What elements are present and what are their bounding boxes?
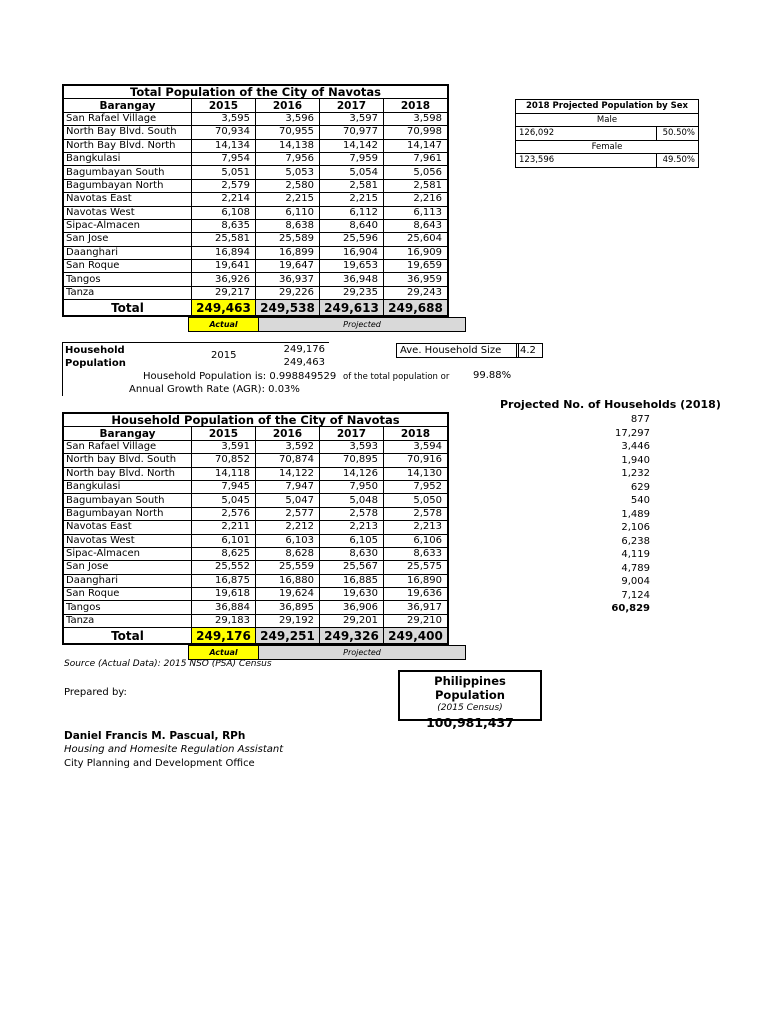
population-cell: 2,578 [320,507,384,520]
barangay-name: Navotas West [63,206,192,219]
household-count: 629 [630,481,650,493]
table-row [63,454,448,467]
barangay-name: Bangkulasi [63,480,192,493]
table-row [63,193,448,206]
projected-households-list [560,413,650,616]
population-cell: 25,559 [256,561,320,574]
population-cell: 3,591 [192,440,256,453]
barangay-name: Tangos [63,601,192,614]
philippines-value: 100,981,437 [426,715,514,730]
population-cell: 7,952 [384,480,449,493]
ratio-value: 0.998849529 [269,371,337,382]
population-cell: 7,950 [320,480,384,493]
of-total-percent: 99.88% [473,370,512,381]
population-cell: 25,567 [320,561,384,574]
table-row [63,574,448,587]
legend-actual: Actual [189,318,259,332]
population-cell: 29,243 [384,286,449,299]
table-row [63,480,448,493]
population-cell: 70,977 [320,126,384,139]
barangay-name: Daanghari [63,246,192,259]
population-cell: 29,226 [256,286,320,299]
population-cell: 14,122 [256,467,320,480]
population-cell: 70,852 [192,454,256,467]
ave-household-size-label: Ave. Household Size [396,343,519,358]
philippines-population-box [398,670,542,730]
population-cell: 6,112 [320,206,384,219]
population-cell: 5,056 [384,166,449,179]
population-cell: 2,215 [256,193,320,206]
male-label: Male [516,113,699,127]
population-cell: 3,592 [256,440,320,453]
household-total: 60,829 [611,603,650,614]
household-value-b: 249,463 [283,357,325,368]
total-row [63,628,448,645]
table-row [63,112,448,125]
population-cell: 3,593 [320,440,384,453]
barangay-name: Tanza [63,614,192,627]
column-header-2018: 2018 [384,99,449,112]
total-row [63,300,448,317]
table-row [63,534,448,547]
population-cell: 14,134 [192,139,256,152]
household-count: 540 [630,495,650,506]
population-cell: 14,138 [256,139,320,152]
barangay-name: Navotas East [63,193,192,206]
population-cell: 5,047 [256,494,320,507]
table-row [63,139,448,152]
ave-household-size-value: 4.2 [516,343,543,358]
table-row [63,588,448,601]
population-cell: 2,579 [192,179,256,192]
table-row [63,614,448,627]
table-row [63,246,448,259]
table-row [63,601,448,614]
legend-projected: Projected [259,646,466,660]
population-cell: 25,552 [192,561,256,574]
population-cell: 29,217 [192,286,256,299]
barangay-name: Tangos [63,273,192,286]
population-cell: 2,581 [320,179,384,192]
barangay-name: North bay Blvd. North [63,467,192,480]
population-cell: 70,916 [384,454,449,467]
population-cell: 2,213 [320,521,384,534]
female-count: 123,596 [516,154,657,168]
population-cell: 25,575 [384,561,449,574]
total-population-section [62,84,466,332]
column-header-2017: 2017 [320,99,384,112]
household-legend [188,645,466,660]
population-cell: 70,955 [256,126,320,139]
sex-section [515,99,699,168]
household-year: 2015 [211,350,237,361]
population-cell: 16,880 [256,574,320,587]
table-row [63,467,448,480]
household-count: 7,124 [621,589,650,601]
barangay-name: Sipac-Almacen [63,547,192,560]
population-cell: 16,890 [384,574,449,587]
total-label: Total [63,300,192,317]
barangay-name: North bay Blvd. South [63,454,192,467]
of-total-text: of the total population or [343,372,450,382]
household-count: 877 [630,414,650,425]
barangay-name: Sipac-Almacen [63,219,192,232]
household-count: 17,297 [615,427,650,439]
population-cell: 8,643 [384,219,449,232]
sex-table-title: 2018 Projected Population by Sex [516,100,699,114]
male-percent: 50.50% [657,127,699,141]
population-cell: 70,998 [384,126,449,139]
preparer-name: Daniel Francis M. Pascual, RPh [64,730,246,742]
population-cell: 2,212 [256,521,320,534]
population-cell: 6,113 [384,206,449,219]
population-cell: 3,596 [256,112,320,125]
population-cell: 29,201 [320,614,384,627]
column-header-2018: 2018 [384,427,449,440]
population-cell: 8,628 [256,547,320,560]
source-note: Source (Actual Data): 2015 NSO (PSA) Census [64,659,272,669]
population-cell: 2,576 [192,507,256,520]
population-cell: 36,906 [320,601,384,614]
population-cell: 36,959 [384,273,449,286]
table-row [63,440,448,453]
column-header-barangay: Barangay [63,427,192,440]
population-cell: 25,596 [320,233,384,246]
population-cell: 36,895 [256,601,320,614]
household-count: 1,940 [621,454,650,466]
sex-table [515,99,699,168]
population-cell: 36,884 [192,601,256,614]
barangay-name: Bangkulasi [63,152,192,165]
population-cell: 16,875 [192,574,256,587]
population-cell: 7,947 [256,480,320,493]
population-cell: 7,956 [256,152,320,165]
population-cell: 5,051 [192,166,256,179]
philippines-subtitle: (2015 Census) [437,703,503,713]
barangay-name: San Jose [63,561,192,574]
table-row [63,547,448,560]
population-cell: 5,045 [192,494,256,507]
column-header-2015: 2015 [192,99,256,112]
population-cell: 14,147 [384,139,449,152]
female-percent: 49.50% [657,154,699,168]
population-cell: 19,624 [256,588,320,601]
population-cell: 2,577 [256,507,320,520]
population-cell: 19,636 [384,588,449,601]
table-row [63,507,448,520]
population-cell: 14,130 [384,467,449,480]
barangay-name: Daanghari [63,574,192,587]
population-cell: 36,917 [384,601,449,614]
ratio-line [143,371,336,382]
population-cell: 6,101 [192,534,256,547]
total-value: 249,688 [384,300,449,317]
population-cell: 8,640 [320,219,384,232]
population-cell: 8,635 [192,219,256,232]
household-count: 6,238 [621,535,650,547]
population-cell: 8,630 [320,547,384,560]
population-cell: 3,598 [384,112,449,125]
population-cell: 7,959 [320,152,384,165]
legend-actual: Actual [189,646,259,660]
barangay-name: Navotas East [63,521,192,534]
total-value: 249,538 [256,300,320,317]
table-row [63,233,448,246]
preparer-office: City Planning and Development Office [64,758,255,769]
barangay-name: Tanza [63,286,192,299]
household-population-table [62,412,449,645]
population-cell: 7,945 [192,480,256,493]
household-value-a: 249,176 [283,344,325,355]
column-header-2015: 2015 [192,427,256,440]
population-cell: 29,235 [320,286,384,299]
total-population-table [62,84,449,317]
barangay-name: San Jose [63,233,192,246]
table-row [63,152,448,165]
total-value: 249,251 [256,628,320,645]
population-cell: 16,894 [192,246,256,259]
total-value: 249,326 [320,628,384,645]
legend-projected: Projected [259,318,466,332]
population-cell: 36,948 [320,273,384,286]
agr-label: Annual Growth Rate (AGR): [129,384,265,395]
population-cell: 29,210 [384,614,449,627]
population-cell: 19,641 [192,260,256,273]
table-row [63,166,448,179]
total-legend [188,317,466,332]
barangay-name: North Bay Blvd. North [63,139,192,152]
population-cell: 7,954 [192,152,256,165]
population-cell: 19,618 [192,588,256,601]
household-count: 9,004 [621,576,650,587]
population-cell: 14,126 [320,467,384,480]
household-count: 3,446 [621,441,650,452]
household-count: 1,232 [621,468,650,479]
agr-value: 0.03% [268,384,300,395]
barangay-name: Bagumbayan South [63,494,192,507]
population-cell: 25,581 [192,233,256,246]
barangay-name: Bagumbayan North [63,179,192,192]
population-cell: 16,885 [320,574,384,587]
population-cell: 14,118 [192,467,256,480]
population-cell: 70,874 [256,454,320,467]
population-cell: 6,110 [256,206,320,219]
household-count: 4,119 [621,549,650,560]
table-row [63,273,448,286]
population-cell: 2,216 [384,193,449,206]
total-value: 249,400 [384,628,449,645]
total-value: 249,463 [192,300,256,317]
population-cell: 2,578 [384,507,449,520]
table-row [63,286,448,299]
population-cell: 5,048 [320,494,384,507]
total-value: 249,613 [320,300,384,317]
population-cell: 2,581 [384,179,449,192]
barangay-name: North Bay Blvd. South [63,126,192,139]
population-cell: 29,183 [192,614,256,627]
table-row [63,521,448,534]
population-cell: 8,625 [192,547,256,560]
table-row [63,561,448,574]
projected-households-title: Projected No. of Households (2018) [500,398,721,411]
column-header-2016: 2016 [256,99,320,112]
barangay-name: Navotas West [63,534,192,547]
population-cell: 5,053 [256,166,320,179]
population-cell: 19,647 [256,260,320,273]
column-header-2016: 2016 [256,427,320,440]
total-value: 249,176 [192,628,256,645]
ratio-label: Household Population is: [143,371,267,382]
barangay-name: San Rafael Village [63,112,192,125]
population-cell: 7,961 [384,152,449,165]
male-count: 126,092 [516,127,657,141]
barangay-name: Bagumbayan South [63,166,192,179]
table-row [63,206,448,219]
household-count: 4,789 [621,562,650,574]
population-cell: 2,580 [256,179,320,192]
table-row [63,260,448,273]
population-cell: 2,213 [384,521,449,534]
population-cell: 3,597 [320,112,384,125]
prepared-by-label: Prepared by: [64,687,127,698]
population-cell: 19,659 [384,260,449,273]
population-cell: 5,054 [320,166,384,179]
agr-line [129,384,300,395]
population-cell: 6,108 [192,206,256,219]
population-cell: 2,215 [320,193,384,206]
column-header-barangay: Barangay [63,99,192,112]
population-cell: 6,103 [256,534,320,547]
population-cell: 16,904 [320,246,384,259]
population-cell: 70,895 [320,454,384,467]
preparer-position: Housing and Homesite Regulation Assistant [64,744,284,755]
population-cell: 16,909 [384,246,449,259]
population-cell: 36,926 [192,273,256,286]
population-cell: 14,142 [320,139,384,152]
population-cell: 19,653 [320,260,384,273]
population-cell: 6,106 [384,534,449,547]
philippines-title: Philippines Population [434,674,506,702]
population-cell: 8,633 [384,547,449,560]
total-label: Total [63,628,192,645]
population-cell: 3,594 [384,440,449,453]
table-row [63,126,448,139]
population-cell: 16,899 [256,246,320,259]
table-row [63,494,448,507]
household-population-section [62,412,466,660]
barangay-name: San Roque [63,260,192,273]
table-title: Household Population of the City of Navotas [63,413,448,427]
household-population-label: Household Population [65,345,126,369]
column-header-2017: 2017 [320,427,384,440]
barangay-name: San Roque [63,588,192,601]
table-row [63,179,448,192]
household-count: 1,489 [621,508,650,520]
population-cell: 3,595 [192,112,256,125]
population-cell: 6,105 [320,534,384,547]
household-summary-box [62,342,337,396]
population-cell: 36,937 [256,273,320,286]
population-cell: 70,934 [192,126,256,139]
table-row [63,219,448,232]
population-cell: 19,630 [320,588,384,601]
population-cell: 25,604 [384,233,449,246]
population-cell: 29,192 [256,614,320,627]
barangay-name: San Rafael Village [63,440,192,453]
population-cell: 2,211 [192,521,256,534]
population-cell: 2,214 [192,193,256,206]
population-cell: 25,589 [256,233,320,246]
population-cell: 5,050 [384,494,449,507]
population-cell: 8,638 [256,219,320,232]
barangay-name: Bagumbayan North [63,507,192,520]
household-count: 2,106 [621,522,650,533]
table-title: Total Population of the City of Navotas [63,85,448,99]
female-label: Female [516,140,699,154]
